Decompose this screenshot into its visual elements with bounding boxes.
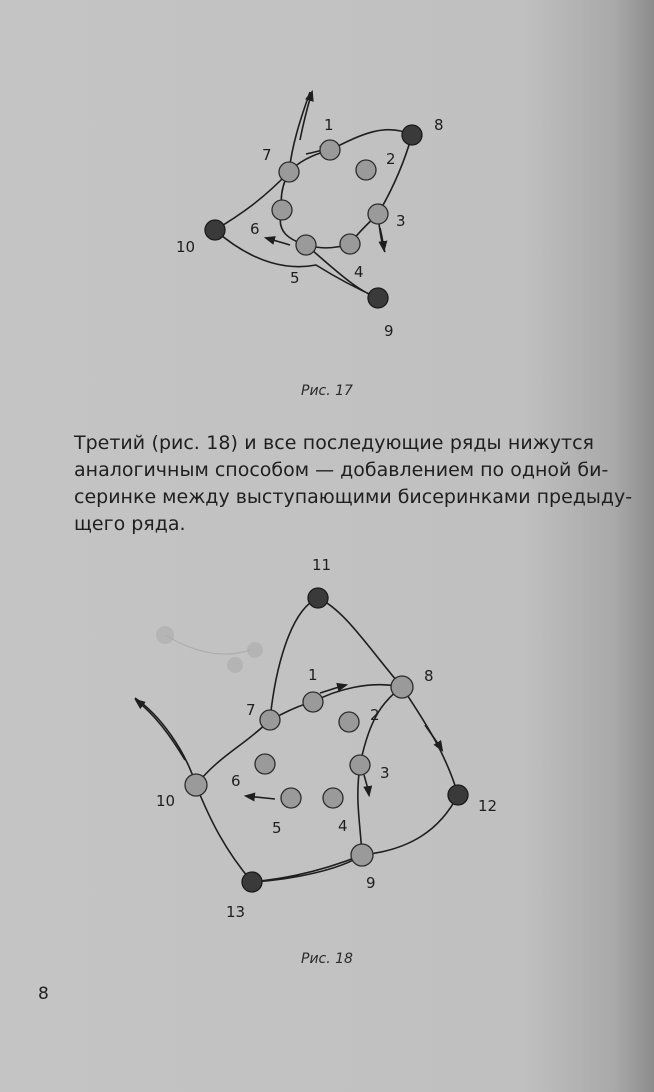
label-3: 3	[380, 764, 390, 782]
label-4: 4	[338, 817, 348, 835]
bead-11	[308, 588, 328, 608]
label-12: 12	[478, 797, 498, 815]
thread-arrow-top	[320, 685, 346, 693]
label-1: 1	[308, 666, 318, 684]
label-2: 2	[370, 706, 380, 724]
bead-6	[255, 754, 275, 774]
bead-3	[368, 204, 388, 224]
bead-13	[242, 872, 262, 892]
label-3: 3	[396, 212, 406, 230]
label-8: 8	[434, 116, 444, 134]
label-11: 11	[312, 556, 332, 574]
bead-9	[351, 844, 373, 866]
bead-4	[340, 234, 360, 254]
bead-1	[320, 140, 340, 160]
thread-arrow-left	[246, 796, 275, 799]
paragraph-line: аналогичным способом — добавлением по одной би-	[74, 459, 609, 481]
bead-2	[339, 712, 359, 732]
bead-2	[356, 160, 376, 180]
thread-arrow-right	[425, 725, 442, 750]
thread-path	[135, 598, 458, 882]
bead-7	[279, 162, 299, 182]
label-2: 2	[386, 150, 396, 168]
thread-arrow-down	[364, 775, 369, 795]
bead-4	[323, 788, 343, 808]
thread-arrow-out	[136, 700, 185, 760]
label-10: 10	[156, 792, 176, 810]
paragraph-line: серинке между выступающими бисеринками предыду-	[74, 486, 633, 508]
bead-8	[402, 125, 422, 145]
paragraph-line: Третий (рис. 18) и все последующие ряды нижутся	[74, 432, 594, 454]
paragraph-line: щего ряда.	[74, 513, 186, 535]
label-6: 6	[250, 220, 260, 238]
thread-path	[215, 92, 412, 298]
bead-5	[296, 235, 316, 255]
figure-17-caption: Рис. 17	[301, 383, 353, 399]
bead-1	[303, 692, 323, 712]
label-7: 7	[246, 701, 256, 719]
thread-arrow-left	[266, 238, 290, 245]
label-4: 4	[354, 263, 364, 281]
figure-17-diagram	[0, 80, 654, 350]
bead-7	[260, 710, 280, 730]
label-10: 10	[176, 238, 196, 256]
body-paragraph	[74, 430, 633, 538]
bead-10	[205, 220, 225, 240]
ghost-sketch	[156, 626, 263, 673]
bead-6	[272, 200, 292, 220]
label-5: 5	[290, 269, 300, 287]
label-6: 6	[231, 772, 241, 790]
page-number: 8	[38, 984, 49, 1004]
label-5: 5	[272, 819, 282, 837]
label-1: 1	[324, 116, 334, 134]
label-7: 7	[262, 146, 272, 164]
figure-18-caption: Рис. 18	[301, 951, 353, 967]
label-8: 8	[424, 667, 434, 685]
label-9: 9	[366, 874, 376, 892]
label-13: 13	[226, 903, 246, 921]
bead-5	[281, 788, 301, 808]
bead-12	[448, 785, 468, 805]
figure-18-diagram	[0, 550, 654, 930]
bead-9	[368, 288, 388, 308]
bead-8	[391, 676, 413, 698]
bead-3	[350, 755, 370, 775]
label-9: 9	[384, 322, 394, 340]
bead-10	[185, 774, 207, 796]
